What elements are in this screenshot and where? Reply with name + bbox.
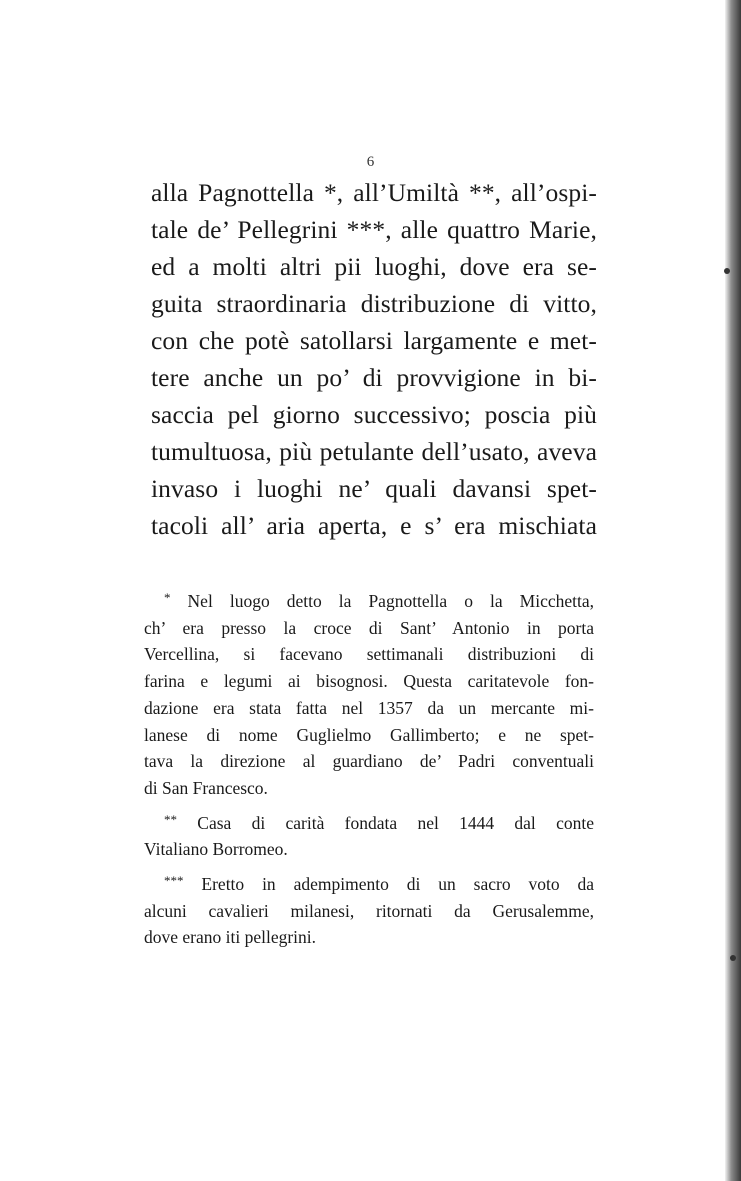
footnote-line: alcuni cavalieri milanesi, ritornati da Gerusalemme, — [144, 900, 594, 921]
footnote-line: lanese di nome Guglielmo Gallimberto; e ne spet- — [144, 724, 594, 745]
scan-speck — [724, 268, 730, 274]
footnote-line: dove erano iti pellegrini. — [144, 927, 317, 948]
text-line: alla Pagnottella *, all’Umiltà **, all’ospi- — [151, 178, 597, 207]
scan-speck — [730, 955, 736, 961]
footnote-line: farina e legumi ai bisognosi. Questa caritatevole fon- — [144, 671, 594, 692]
footnote-line: Vitaliano Borromeo. — [144, 839, 288, 860]
footnote-mark: *** — [164, 873, 184, 889]
text-line: saccia pel giorno successivo; poscia più — [151, 400, 597, 429]
text-line: ed a molti altri pii luoghi, dove era se- — [151, 252, 597, 281]
text-line: tere anche un po’ di provvigione in bi- — [151, 363, 597, 392]
footnote-line: *** Eretto in adempimento di un sacro voto da — [164, 873, 594, 895]
text-line: con che potè satollarsi largamente e met- — [151, 326, 597, 355]
text-line: tale de’ Pellegrini ***, alle quattro Marie, — [151, 215, 597, 244]
footnote-pagnottella — [144, 585, 594, 802]
main-text — [151, 174, 597, 544]
footnotes — [144, 585, 594, 956]
footnote-pellegrini — [144, 868, 594, 951]
page-number: 6 — [366, 154, 375, 170]
footnote-umilta — [144, 807, 594, 863]
footnote-mark: * — [164, 590, 171, 605]
footnote-line: dazione era stata fatta nel 1357 da un mercante mi- — [144, 697, 594, 718]
page-edge-shadow — [725, 0, 741, 1181]
footnote-line: ch’ era presso la croce di Sant’ Antonio in porta — [144, 617, 594, 638]
footnote-line: Vercellina, si facevano settimanali distribuzioni di — [144, 644, 594, 665]
footnote-line: ** Casa di carità fondata nel 1444 dal conte — [164, 811, 594, 833]
text-line: invaso i luoghi ne’ quali davansi spet- — [151, 474, 597, 503]
text-line: tacoli all’ aria aperta, e s’ era mischiata — [151, 511, 597, 540]
text-line: guita straordinaria distribuzione di vitto, — [151, 289, 597, 318]
footnote-line: * Nel luogo detto la Pagnottella o la Micchetta, — [164, 590, 594, 611]
text-line: tumultuosa, più petulante dell’usato, aveva — [151, 437, 597, 466]
footnote-mark: ** — [164, 811, 177, 827]
footnote-line: tava la direzione al guardiano de’ Padri conventuali — [144, 751, 594, 772]
footnote-line: di San Francesco. — [144, 777, 268, 798]
